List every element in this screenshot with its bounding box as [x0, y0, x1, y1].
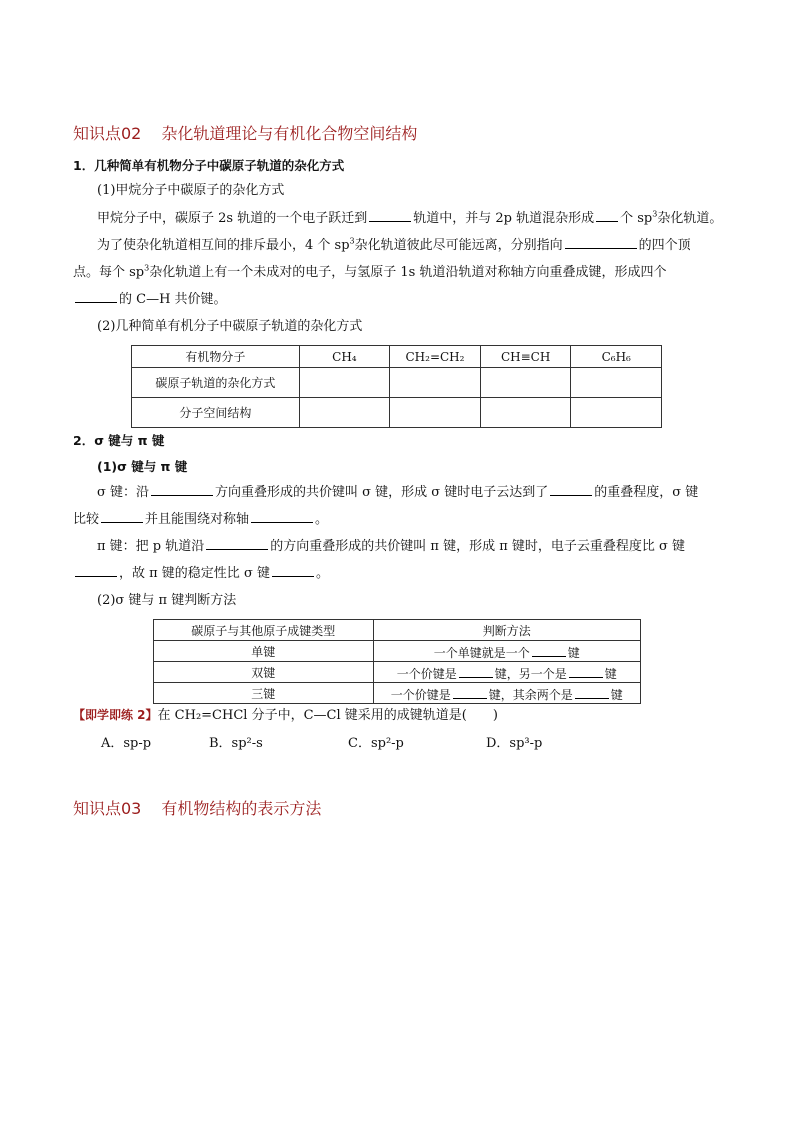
fill-blank[interactable] — [75, 288, 117, 303]
option-c[interactable]: C．sp²-p — [348, 736, 404, 751]
paragraph-sigma-1: σ 键：沿 方向重叠形成的共价键叫 σ 键，形成 σ 键时电子云达到了 的重叠程度，σ 键 — [97, 480, 698, 506]
paragraph-methane-3: 点。每个 $sp^3$杂化轨道上有一个未成对的电子，与氢原子 1s 轨道沿轨道对称轴方向重叠成键，形成四个 — [73, 263, 667, 280]
table-cell-blank[interactable] — [299, 368, 389, 398]
hybridization-table: 有机物分子 CH₄ CH₂=CH₂ CH≡CH C₆H₆ 碳原子轨道的杂化方式 分子空间结构 — [131, 345, 662, 428]
fill-blank[interactable] — [101, 508, 143, 523]
table-cell-blank[interactable] — [571, 368, 662, 398]
fill-blank[interactable] — [459, 663, 493, 678]
fill-blank[interactable] — [75, 562, 117, 577]
subsection-1-1: (1)甲烷分子中碳原子的杂化方式 — [97, 183, 285, 198]
section-heading-02 — [73, 121, 417, 144]
subsection-1-2: (2)几种简单有机分子中碳原子轨道的杂化方式 — [97, 319, 363, 334]
table-cell-blank[interactable] — [480, 398, 571, 428]
exercise-tag: 【即学即练 2】 — [73, 708, 158, 722]
paragraph-methane-2: 为了使杂化轨道相互间的排斥最小，4 个 $sp^3$杂化轨道彼此尽可能远离，分别指向 的四个顶 — [97, 233, 691, 259]
fill-blank[interactable] — [151, 481, 213, 496]
table-cell-blank[interactable] — [390, 398, 481, 428]
table-cell-blank[interactable] — [571, 398, 662, 428]
subsection-2-2: (2)σ 键与 π 键判断方法 — [97, 593, 237, 608]
fill-blank[interactable] — [569, 663, 603, 678]
fill-blank[interactable] — [575, 684, 609, 699]
section-number: 知识点03 — [73, 799, 142, 818]
fill-blank[interactable] — [206, 535, 268, 550]
fill-blank[interactable] — [532, 642, 566, 657]
paragraph-pi-1: π 键：把 p 轨道沿 的方向重叠形成的共价键叫 π 键，形成 π 键时，电子云重叠程度比 σ 键 — [97, 534, 685, 560]
table-cell-blank[interactable] — [390, 368, 481, 398]
option-a[interactable]: A．sp-p — [101, 736, 152, 751]
paragraph-methane-4: 的 C—H 共价键。 — [73, 287, 227, 313]
fill-blank[interactable] — [596, 207, 618, 222]
fill-blank[interactable] — [369, 207, 411, 222]
section-title: 有机物结构的表示方法 — [161, 799, 322, 818]
fill-blank[interactable] — [251, 508, 313, 523]
section-number: 知识点02 — [73, 124, 142, 143]
fill-blank[interactable] — [272, 562, 314, 577]
section-heading-03 — [73, 796, 321, 819]
table-cell-blank[interactable] — [480, 368, 571, 398]
exercise-question: 【即学即练 2】在 CH₂=CHCl 分子中，C—Cl 键采用的成键轨道是( ) — [73, 708, 498, 723]
table-cell-blank[interactable] — [299, 398, 389, 428]
fill-blank[interactable] — [453, 684, 487, 699]
subsection-title-2: 2．σ 键与 π 键 — [73, 433, 165, 448]
fill-blank[interactable] — [565, 234, 637, 249]
paragraph-pi-2: ，故 π 键的稳定性比 σ 键 。 — [73, 561, 329, 587]
option-d[interactable]: D．sp³-p — [486, 736, 543, 751]
option-b[interactable]: B．sp²-s — [209, 736, 263, 751]
paragraph-sigma-2: 比较 并且能围绕对称轴 。 — [73, 507, 328, 533]
subsection-title-1: 1．几种简单有机物分子中碳原子轨道的杂化方式 — [73, 158, 345, 173]
subsection-2-1: (1)σ 键与 π 键 — [97, 459, 188, 474]
paragraph-methane-1: 甲烷分子中，碳原子 2s 轨道的一个电子跃迁到 轨道中，并与 2p 轨道混杂形成 个 $sp^3$杂化轨道。 — [97, 206, 722, 232]
fill-blank[interactable] — [550, 481, 592, 496]
section-title: 杂化轨道理论与有机化合物空间结构 — [161, 124, 418, 143]
bond-judgement-table: 碳原子与其他原子成键类型 判断方法 单键 一个单键就是一个 键 双键 一个价键是 键，另一个是 键 三键 一个价键是 键，其余两个是 键 — [153, 619, 641, 704]
